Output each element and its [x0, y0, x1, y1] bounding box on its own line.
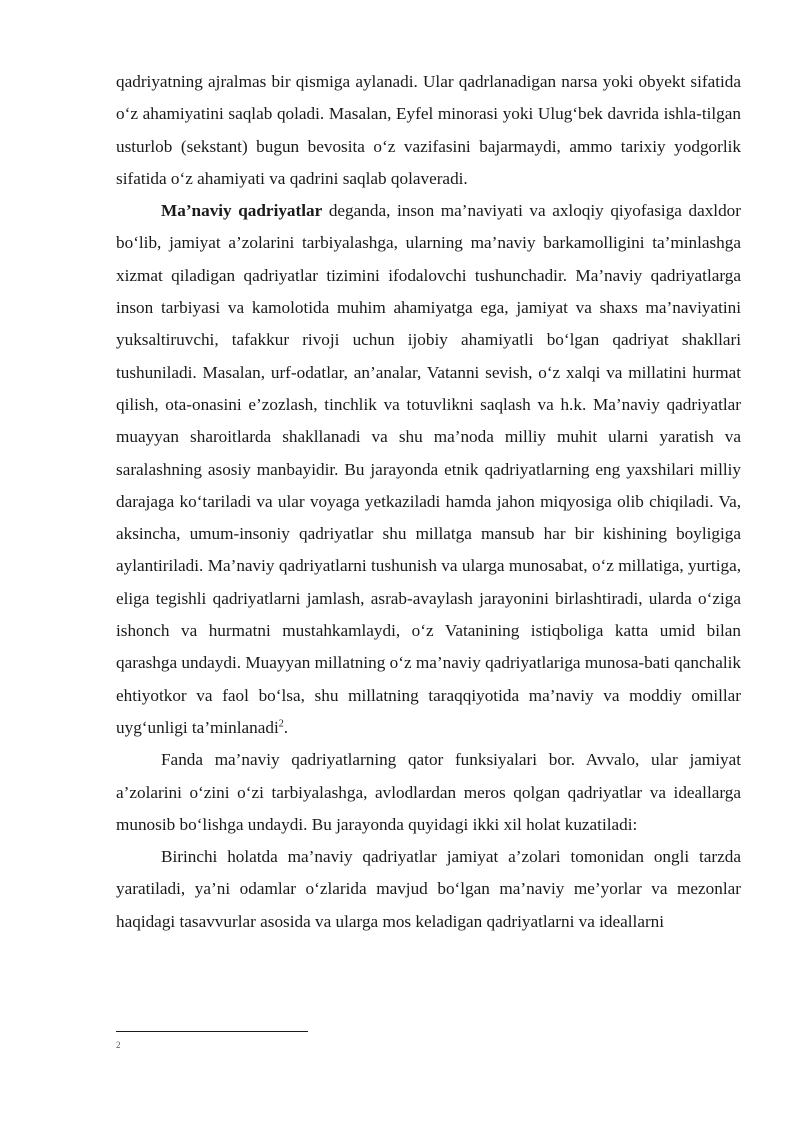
paragraph-text: Birinchi holatda ma’naviy qadriyatlar jamiyat a’zolari tomonidan ongli tarzda yaratiladi, ya’ni odamlar o‘zlarida mavjud bo‘lgan ma’naviy me’yorlar va mezonlar haqidagi tasavvurlar asosida va ularga mos keladigan qadriyatlarni va ideallarni: [116, 847, 741, 931]
paragraph-text: deganda, inson ma’naviyati va axloqiy qiyofasiga daxldor bo‘lib, jamiyat a’zolarini tarbiyalashga, ularning ma’naviy barkamolligini ta’minlashga xizmat qiladigan qadriyatlar tizimini ifodalovchi tushunchadir. Ma’naviy qadriyatlarga inson tarbiyasi va kamolotida muhim ahamiyatga ega, jamiyat va shaxs ma’naviyatini yuksaltiruvchi, tafakkur rivoji uchun ijobiy ahamiyatli bo‘lgan qadriyat shakllari tushuniladi. Masalan, urf-odatlar, an’analar, Vatanni sevish, o‘z xalqi va millatini hurmat qilish, ota-onasini e’zozlash, tinchlik va totuvlikni saqlash va h.k. Ma’naviy qadriyatlar muayyan sharoitlarda shakllanadi va shu ma’noda milliy muhit ularni yaratish va saralashning asosiy manbayidir. Bu jarayonda etnik qadriyatlarning eng yaxshilari milliy darajaga ko‘tariladi va ular voyaga yetkaziladi hamda jahon miqyosiga olib chiqiladi. Va, aksincha, umum-insoniy qadriyatlar shu millatga mansub har bir kishining boyligiga aylantiriladi. Ma’naviy qadriyatlarni tushunish va ularga munosabat, o‘z millatiga, yurtiga, eliga tegishli qadriyatlarni jamlash, asrab-avaylash jarayonini birlashtiradi, ularda o‘ziga ishonch va hurmatni mustahkamlaydi, o‘z Vatanining istiqboliga katta umid bilan qarashga undaydi. Muayyan millatning o‘z ma’naviy qadriyatlariga munosa-bati qanchalik ehtiyotkor va faol bo‘lsa, shu millatning taraqqiyotida ma’naviy va moddiy omillar uyg‘unligi ta’minlanadi: [116, 201, 741, 737]
footnote-reference[interactable]: 2: [278, 718, 284, 730]
paragraph-functions: [116, 744, 741, 841]
body-text: [116, 66, 741, 938]
paragraph-spiritual-values: [116, 195, 741, 744]
paragraph-text: Fanda ma’naviy qadriyatlarning qator funksiyalari bor. Avvalo, ular jamiyat a’zolarini o‘zini o‘zi tarbiyalashga, avlodlardan meros qolgan qadriyatlar va ideallarga munosib bo‘lishga undaydi. Bu jarayonda quyidagi ikki xil holat kuzatiladi:: [116, 750, 741, 834]
paragraph-continuation: [116, 66, 741, 195]
paragraph-first-case: [116, 841, 741, 938]
defined-term: Ma’naviy qadriyatlar: [161, 201, 323, 221]
footnote-divider: [116, 1031, 308, 1032]
paragraph-tail: .: [283, 717, 289, 737]
paragraph-text: qadriyatning ajralmas bir qismiga aylanadi. Ular qadrlanadigan narsa yoki obyekt sifatida o‘z ahamiyatini saqlab qoladi. Masalan, Eyfel minorasi yoki Ulug‘bek davrida ishla-tilgan usturlob (sekstant) bugun bevosita o‘z vazifasini bajarmaydi, ammo tarixiy yodgorlik sifatida o‘z ahamiyati va qadrini saqlab qolaveradi.: [116, 72, 741, 188]
footnote-mark: 2: [116, 1040, 121, 1050]
